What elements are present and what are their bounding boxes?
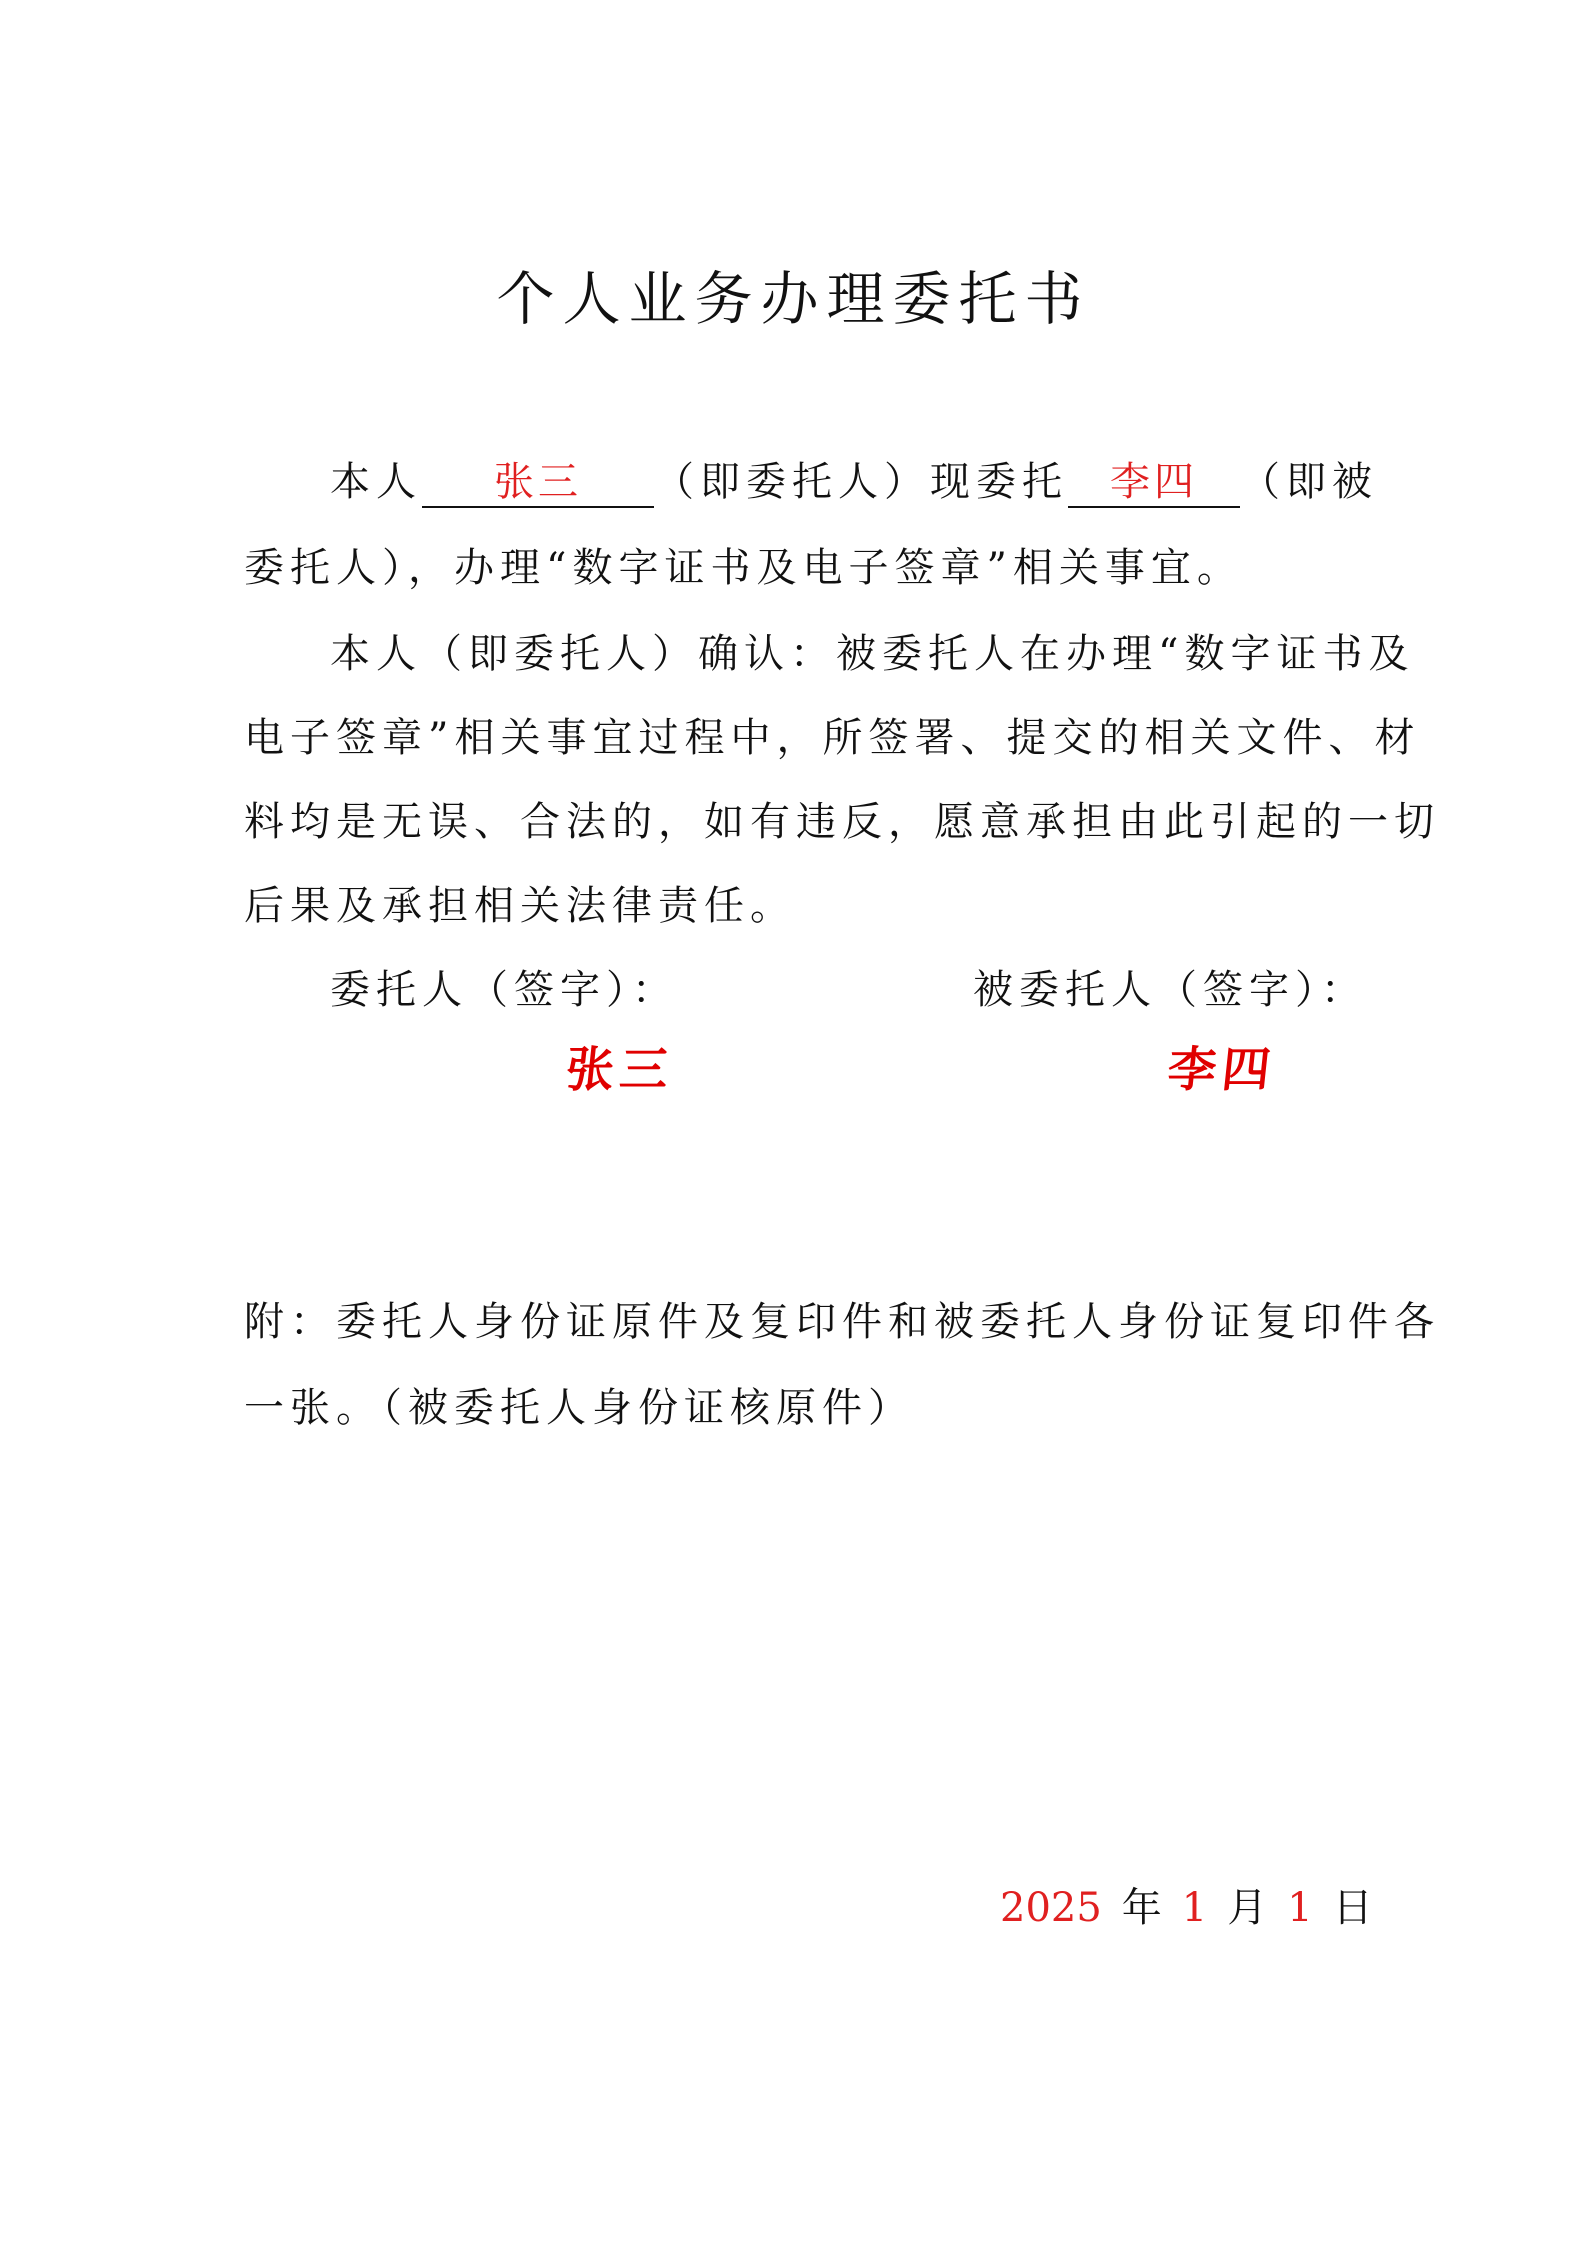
document-title: 个人业务办理委托书 [496, 265, 1091, 333]
para1-suffix: （即被 [1240, 459, 1378, 505]
para1-prefix: 本人 [330, 459, 422, 505]
date-day: 1 [1287, 1885, 1313, 1931]
date-day-unit: 日 [1332, 1885, 1373, 1931]
para2-line4: 后果及承担相关法律责任。 [244, 883, 796, 929]
principal-name-blank [422, 459, 654, 508]
para2-line3: 料均是无误、合法的，如有违反，愿意承担由此引起的一切 [244, 799, 1440, 845]
para2-line2: 电子签章”相关事宜过程中，所签署、提交的相关文件、材 [244, 715, 1421, 761]
attachment-line2: 一张。（被委托人身份证核原件） [244, 1385, 914, 1431]
date-year: 2025 [1000, 1885, 1102, 1931]
principal-name: 张三 [494, 459, 582, 505]
date-month: 1 [1181, 1885, 1208, 1931]
date-year-unit: 年 [1121, 1885, 1162, 1931]
agent-signature: 李四 [1165, 1042, 1279, 1098]
attachment-line1: 附：委托人身份证原件及复印件和被委托人身份证复印件各 [244, 1299, 1440, 1345]
para1-line2: 委托人），办理“数字证书及电子签章”相关事宜。 [244, 545, 1243, 591]
agent-name: 李四 [1110, 459, 1198, 505]
document-date [1000, 1885, 1373, 1931]
para1-line1 [330, 459, 1378, 508]
para2-line1: 本人（即委托人）确认：被委托人在办理“数字证书及 [330, 631, 1415, 677]
para1-middle: （即委托人）现委托 [654, 459, 1068, 505]
agent-signature-label: 被委托人（签字）： [973, 967, 1367, 1013]
date-month-unit: 月 [1227, 1885, 1268, 1931]
principal-signature: 张三 [563, 1042, 677, 1098]
principal-signature-label: 委托人（签字）： [330, 967, 678, 1013]
agent-name-blank [1068, 459, 1240, 508]
